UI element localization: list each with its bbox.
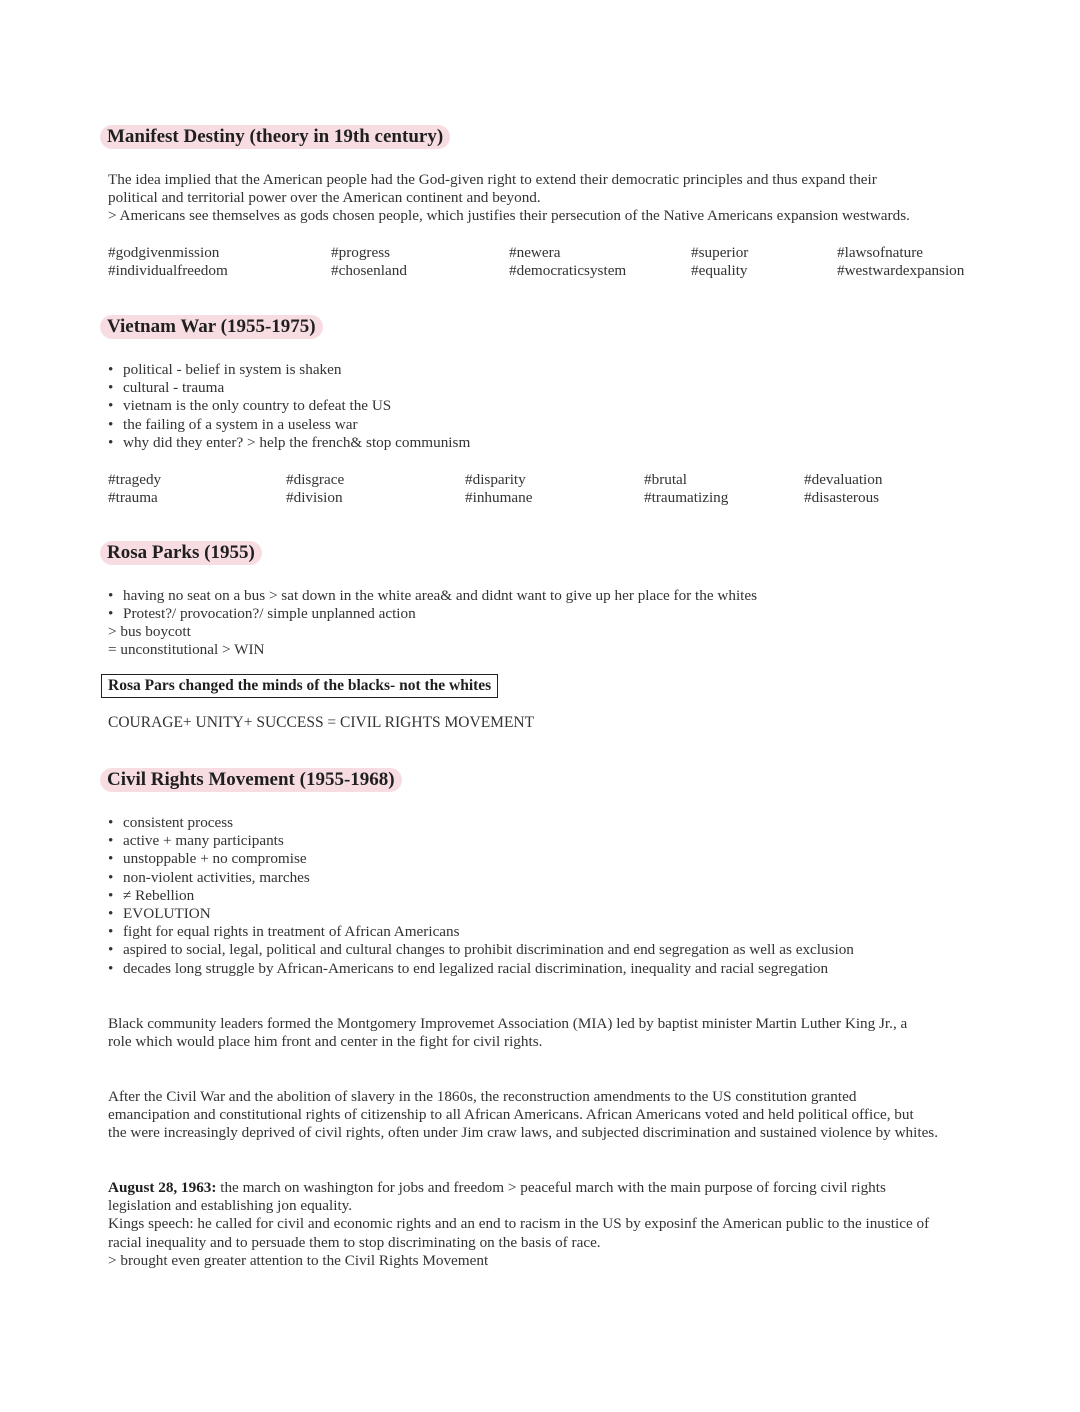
paragraph-line: role which would place him front and center in the fight for civil rights. — [108, 1033, 543, 1051]
paragraph-line: racial inequality and to persuade them to stop discriminating on the basis of race. — [108, 1233, 601, 1251]
list-item: • active + many participants — [108, 832, 854, 850]
march-description: the march on washington for jobs and freedom > peaceful march with the main purpose of forcing civil rights — [216, 1179, 886, 1196]
hashtag-group — [691, 244, 748, 280]
vietnam-war-heading: Vietnam War (1955-1975) — [100, 315, 323, 339]
note-line: > bus boycott — [108, 623, 191, 640]
rosa-parks-heading: Rosa Parks (1955) — [100, 541, 262, 565]
hashtag-group — [509, 244, 626, 280]
hashtag: #individualfreedom — [108, 262, 228, 280]
manifest-destiny-heading: Manifest Destiny (theory in 19th century) — [100, 125, 450, 149]
rosa-parks-notes — [108, 623, 264, 659]
civil-rights-bullets — [108, 814, 854, 978]
rosa-parks-bullets — [108, 587, 757, 623]
vietnam-war-hashtags — [108, 471, 988, 511]
hashtag: #disasterous — [804, 489, 880, 507]
hashtag-group — [837, 244, 964, 280]
hashtag: #lawsofnature — [837, 244, 924, 261]
paragraph-line: the were increasingly deprived of civil rights, often under Jim craw laws, and subjected discrimination and sustained violence by whites. — [108, 1124, 939, 1142]
paragraph-line: > Americans see themselves as gods chosen people, which justifies their persecution of the Native Americans expansion westwards. — [108, 207, 910, 225]
paragraph-line: emancipation and constitutional rights of citizenship to all African Americans. African Americans voted and held political office, but — [108, 1106, 914, 1124]
list-item: • aspired to social, legal, political and cultural changes to prohibit discrimination and end segregation as well as exclusion — [108, 941, 854, 959]
hashtag-group — [465, 471, 532, 507]
march-on-washington-paragraph — [108, 1179, 929, 1270]
hashtag: #division — [286, 489, 343, 507]
vietnam-war-bullets — [108, 361, 470, 452]
hashtag-group — [286, 471, 344, 507]
note-line: = unconstitutional > WIN — [108, 641, 265, 659]
civil-war-paragraph — [108, 1088, 938, 1143]
paragraph-line: legislation and establishing jon equality. — [108, 1197, 353, 1215]
list-item: • Protest?/ provocation?/ simple unplanned action — [108, 605, 757, 623]
list-item: • consistent process — [108, 814, 854, 832]
paragraph-line: After the Civil War and the abolition of slavery in the 1860s, the reconstruction amendments to the US constitution granted — [108, 1088, 857, 1105]
list-item: • non-violent activities, marches — [108, 869, 854, 887]
paragraph-line: > brought even greater attention to the Civil Rights Movement — [108, 1251, 489, 1269]
paragraph-line: Black community leaders formed the Montgomery Improvemet Association (MIA) led by baptist minister Martin Luther King Jr., a — [108, 1015, 908, 1032]
hashtag: #traumatizing — [644, 489, 729, 507]
list-item: • fight for equal rights in treatment of African Americans — [108, 923, 854, 941]
hashtag-group — [108, 471, 161, 507]
hashtag: #superior — [691, 244, 749, 261]
list-item: • cultural - trauma — [108, 379, 470, 397]
list-item: • political - belief in system is shaken — [108, 361, 470, 379]
hashtag: #westwardexpansion — [837, 262, 965, 280]
hashtag-group — [331, 244, 407, 280]
hashtag-group — [804, 471, 882, 507]
civil-rights-formula: COURAGE+ UNITY+ SUCCESS = CIVIL RIGHTS MOVEMENT — [108, 714, 535, 731]
list-item: • why did they enter? > help the french& stop communism — [108, 434, 470, 452]
hashtag: #equality — [691, 262, 748, 280]
hashtag: #democraticsystem — [509, 262, 627, 280]
hashtag: #tragedy — [108, 471, 162, 488]
list-item: • decades long struggle by African-Americans to end legalized racial discrimination, inequality and racial segregation — [108, 960, 854, 978]
hashtag-group — [644, 471, 728, 507]
paragraph-line: The idea implied that the American people had the God-given right to extend their democratic principles and thus expand their — [108, 171, 877, 188]
hashtag: #devaluation — [804, 471, 883, 488]
rosa-parks-boxed-statement: Rosa Pars changed the minds of the blacks- not the whites — [101, 674, 498, 698]
march-date: August 28, 1963: — [108, 1179, 217, 1196]
paragraph-line — [108, 1179, 929, 1197]
list-item: • having no seat on a bus > sat down in the white area& and didnt want to give up her place for the whites — [108, 587, 757, 605]
hashtag: #trauma — [108, 489, 158, 507]
hashtag: #chosenland — [331, 262, 407, 280]
list-item: • the failing of a system in a useless war — [108, 416, 470, 434]
paragraph-line: Kings speech: he called for civil and economic rights and an end to racism in the US by exposinf the American public to the inustice of — [108, 1215, 930, 1233]
hashtag-group — [108, 244, 228, 280]
hashtag: #inhumane — [465, 489, 533, 507]
list-item: • unstoppable + no compromise — [108, 850, 854, 868]
manifest-destiny-paragraph — [108, 171, 910, 226]
mia-paragraph — [108, 1015, 907, 1051]
manifest-destiny-hashtags — [108, 244, 988, 284]
list-item: • EVOLUTION — [108, 905, 854, 923]
hashtag: #disparity — [465, 471, 526, 488]
list-item: • ≠ Rebellion — [108, 887, 854, 905]
hashtag: #godgivenmission — [108, 244, 220, 261]
list-item: • vietnam is the only country to defeat the US — [108, 397, 470, 415]
paragraph-line: political and territorial power over the American continent and beyond. — [108, 189, 541, 207]
hashtag: #newera — [509, 244, 561, 261]
hashtag: #disgrace — [286, 471, 345, 488]
hashtag: #brutal — [644, 471, 688, 488]
civil-rights-heading: Civil Rights Movement (1955-1968) — [100, 768, 402, 792]
hashtag: #progress — [331, 244, 391, 261]
